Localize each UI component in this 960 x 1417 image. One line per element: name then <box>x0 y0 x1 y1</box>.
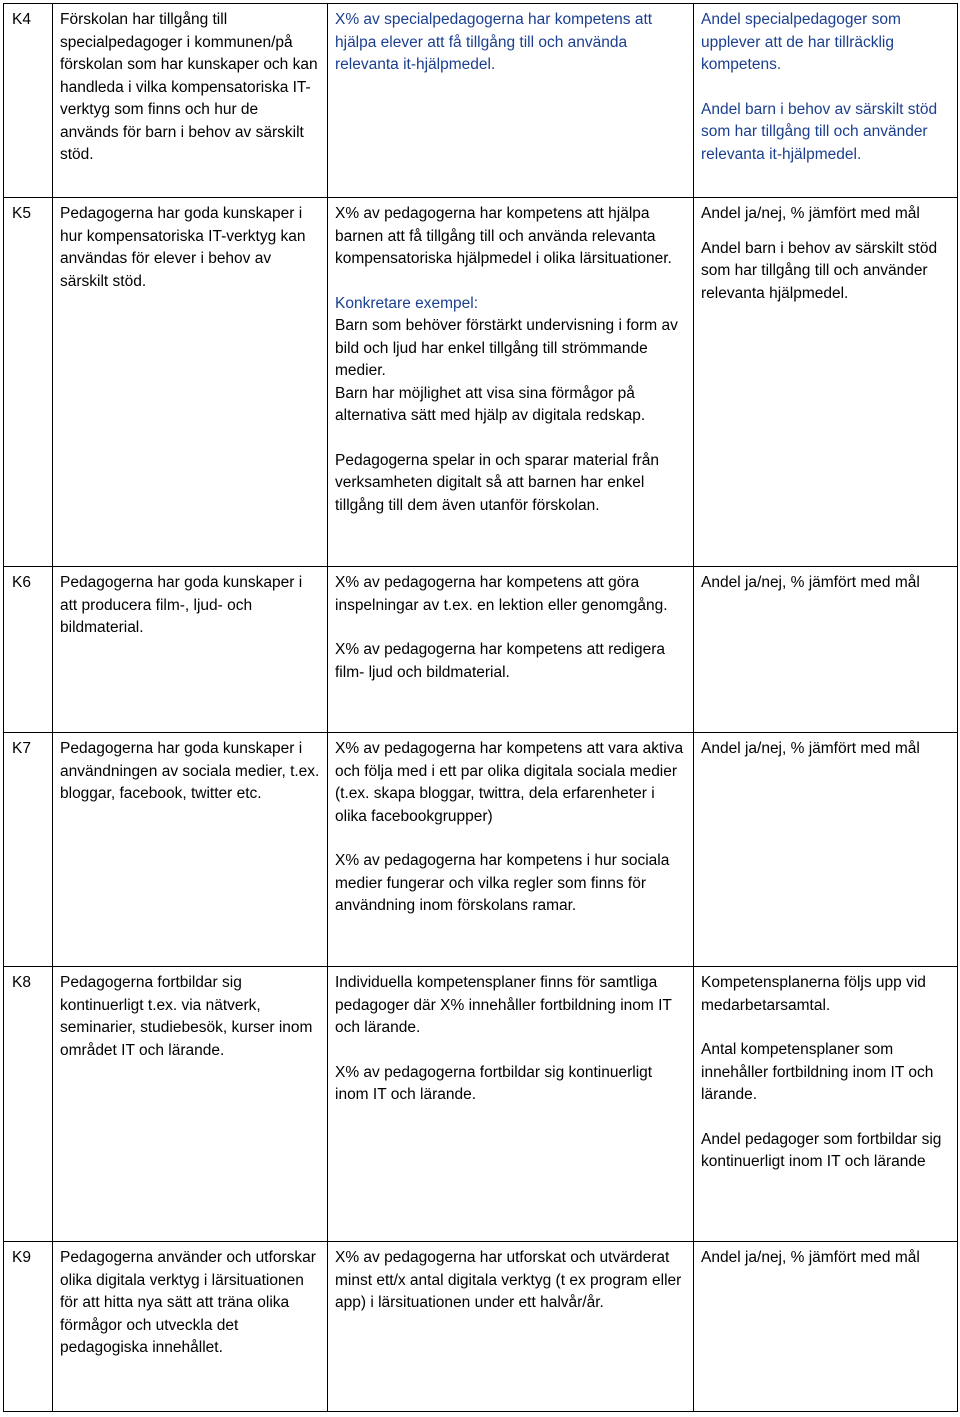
row-id: K8 <box>4 967 53 1242</box>
indicator-text: Andel barn i behov av särskilt stöd som har tillgång till och använder relevanta it-hjälpmedel. <box>701 100 938 163</box>
measure-text: X% av pedagogerna fortbildar sig kontinuerligt inom IT och lärande. <box>335 1063 653 1103</box>
indicator-text: Andel ja/nej, % jämfört med mål <box>701 574 920 591</box>
table-row <box>4 1242 958 1412</box>
measure-text: X% av pedagogerna har kompetens att redigera film- ljud och bildmaterial. <box>335 641 666 681</box>
row-id: K9 <box>4 1242 53 1412</box>
table-row <box>4 567 958 733</box>
row-indicators <box>694 198 958 567</box>
row-description: Förskolan har tillgång till specialpedagoger i kommunen/på förskolan som har kunskaper och kan handleda i vilka kompensatoriska IT-verktyg som finns och hur de används för barn i behov av särskilt stöd. <box>53 4 328 198</box>
example-heading: Konkretare exempel: <box>335 294 479 312</box>
row-description: Pedagogerna använder och utforskar olika digitala verktyg i lärsituationen för att hitta nya sätt att träna olika förmågor och utveckla det pedagogiska innehållet. <box>53 1242 328 1412</box>
row-indicators <box>694 1242 958 1412</box>
row-indicators <box>694 733 958 967</box>
indicator-text: Andel pedagoger som fortbildar sig kontinuerligt inom IT och lärande <box>701 1130 942 1170</box>
row-indicators <box>694 567 958 733</box>
row-description: Pedagogerna har goda kunskaper i användningen av sociala medier, t.ex. bloggar, facebook, twitter etc. <box>53 733 328 967</box>
example-line: Barn har möjlighet att visa sina förmågor på alternativa sätt med hjälp av digitala redskap. <box>335 384 646 424</box>
measure-text: X% av pedagogerna har kompetens att vara aktiva och följa med i ett par olika digitala sociala medier (t.ex. skapa bloggar, twittra, dela erfarenheter i olika facebookgrupper) <box>335 740 684 825</box>
table-row <box>4 4 958 198</box>
indicator-text: Andel specialpedagoger som upplever att de har tillräcklig kompetens. <box>701 11 901 73</box>
table-row <box>4 967 958 1242</box>
row-id: K4 <box>4 4 53 198</box>
measure-text: X% av specialpedagogerna har kompetens att hjälpa elever att få tillgång till och använda relevanta it-hjälpmedel. <box>335 11 653 73</box>
row-description: Pedagogerna har goda kunskaper i hur kompensatoriska IT-verktyg kan användas för elever i behov av särskilt stöd. <box>53 198 328 567</box>
indicator-text: Antal kompetensplaner som innehåller fortbildning inom IT och lärande. <box>701 1041 934 1103</box>
table-row <box>4 733 958 967</box>
measure-text: Individuella kompetensplaner finns för samtliga pedagoger där X% innehåller fortbildning inom IT och lärande. <box>335 974 672 1036</box>
indicator-text: Andel ja/nej, % jämfört med mål <box>701 205 920 222</box>
row-indicators <box>694 4 958 198</box>
table-row <box>4 198 958 567</box>
example-line: Barn som behöver förstärkt undervisning i form av bild och ljud har enkel tillgång till strömmande medier. <box>335 317 678 379</box>
measure-text: X% av pedagogerna har kompetens i hur sociala medier fungerar och vilka regler som finns för användning inom förskolans ramar. <box>335 852 670 914</box>
goals-table <box>3 3 958 1412</box>
row-measures <box>328 4 694 198</box>
measure-text: X% av pedagogerna har utforskat och utvärderat minst ett/x antal digitala verktyg (t ex program eller app) i lärsituationen under ett halvår/år. <box>335 1249 682 1311</box>
row-id: K6 <box>4 567 53 733</box>
row-measures <box>328 733 694 967</box>
indicator-text: Andel ja/nej, % jämfört med mål <box>701 1249 920 1266</box>
row-description: Pedagogerna fortbildar sig kontinuerligt t.ex. via nätverk, seminarier, studiebesök, kurser inom området IT och lärande. <box>53 967 328 1242</box>
measure-text: Pedagogerna spelar in och sparar material från verksamheten digitalt så att barnen har enkel tillgång till dem även utanför förskolan. <box>335 451 659 514</box>
indicator-text: Andel barn i behov av särskilt stöd som har tillgång till och använder relevanta hjälpmedel. <box>701 239 938 302</box>
measure-text: X% av pedagogerna har kompetens att hjälpa barnen att få tillgång till och använda relevanta kompensatoriska hjälpmedel i olika lärsituationer. <box>335 205 672 267</box>
row-measures <box>328 198 694 567</box>
indicator-text: Kompetensplanerna följs upp vid medarbetarsamtal. <box>701 974 926 1014</box>
row-id: K7 <box>4 733 53 967</box>
row-measures <box>328 967 694 1242</box>
indicator-text: Andel ja/nej, % jämfört med mål <box>701 740 920 757</box>
measure-text: X% av pedagogerna har kompetens att göra inspelningar av t.ex. en lektion eller genomgång. <box>335 574 668 614</box>
row-measures <box>328 1242 694 1412</box>
row-indicators <box>694 967 958 1242</box>
row-id: K5 <box>4 198 53 567</box>
row-measures <box>328 567 694 733</box>
row-description: Pedagogerna har goda kunskaper i att producera film-, ljud- och bildmaterial. <box>53 567 328 733</box>
